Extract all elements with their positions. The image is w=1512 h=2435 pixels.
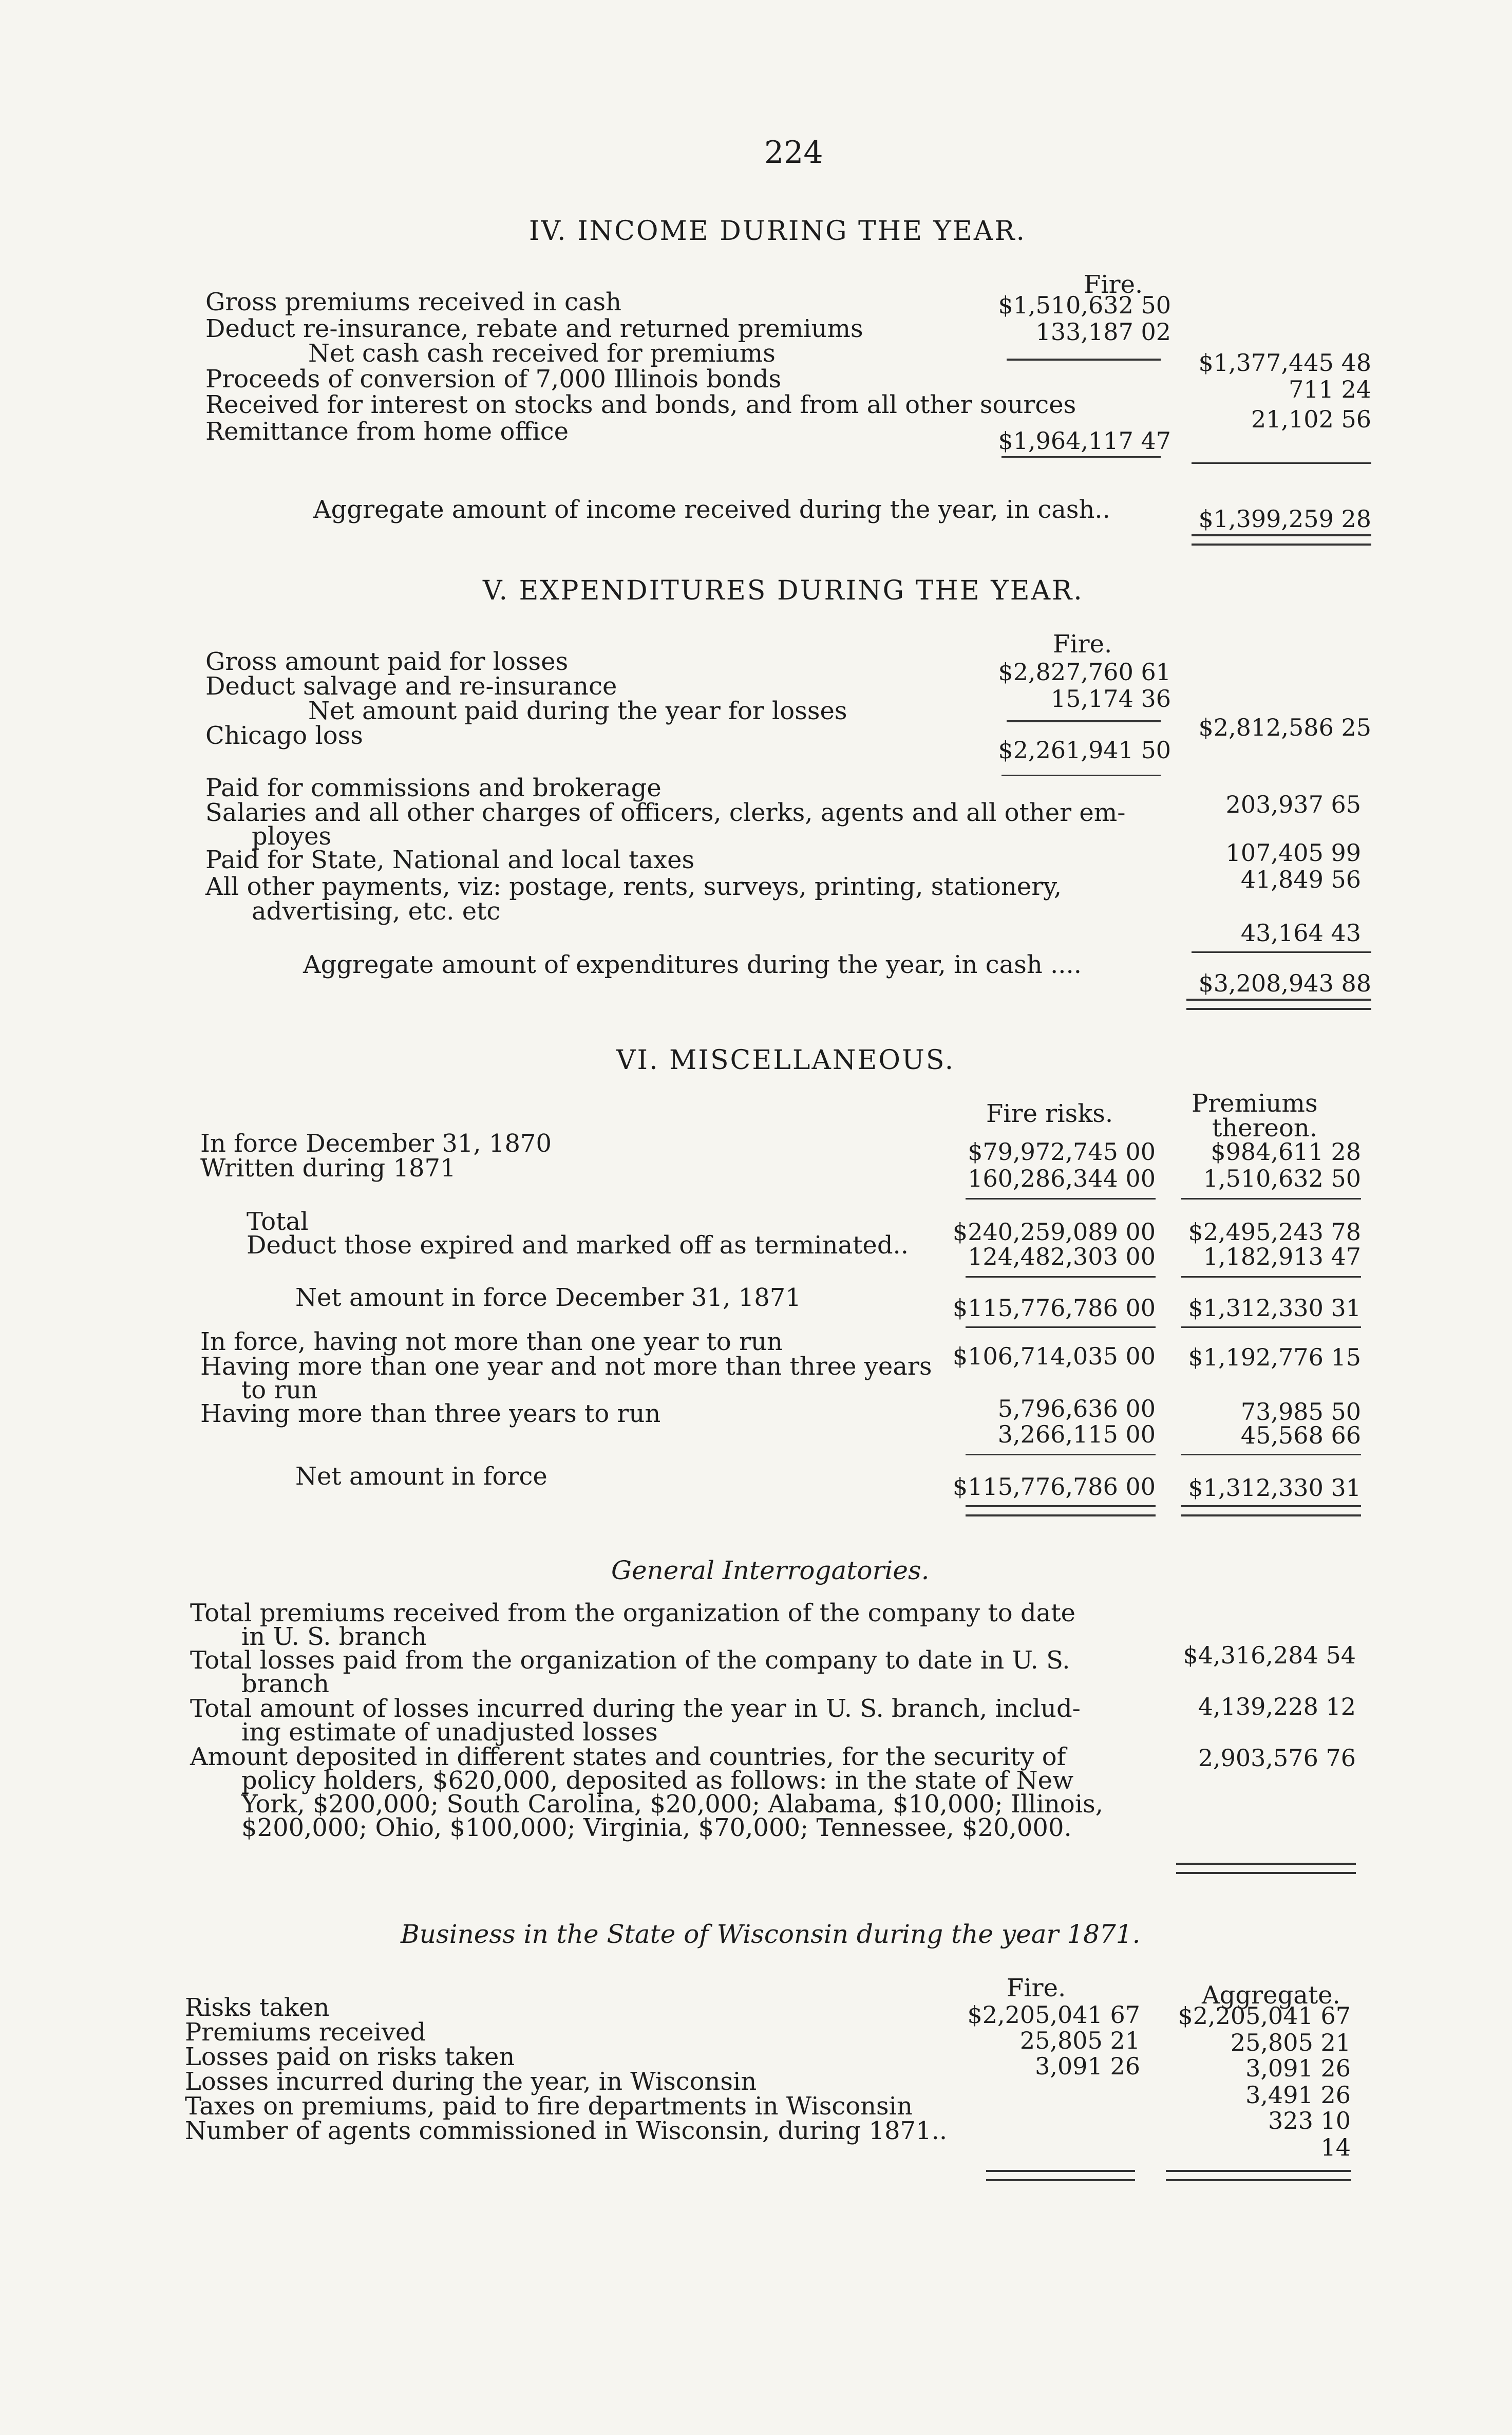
expenditures-row-label: Chicago loss xyxy=(205,721,363,750)
wisconsin-row-aggregate: 14 xyxy=(1320,2133,1351,2161)
wisconsin-row-aggregate: 25,805 21 xyxy=(1230,2029,1351,2056)
misc-row-risks: $240,259,089 00 xyxy=(952,1218,1156,1246)
expenditures-heading: V. EXPENDITURES DURING THE YEAR. xyxy=(483,575,1084,606)
wisconsin-fire-double-rule xyxy=(986,2170,1135,2181)
expenditures-row-label: Deduct salvage and re-insurance xyxy=(205,672,617,701)
income-row-label: Deduct re-insurance, rebate and returned premiums xyxy=(205,314,863,343)
income-total-rule xyxy=(1192,462,1371,464)
interrogatory-line: Total amount of losses incurred during the year in U. S. branch, includ- xyxy=(190,1694,1081,1723)
expenditures-row-fire: 15,174 36 xyxy=(1050,685,1171,713)
misc-row-premiums: $1,312,330 31 xyxy=(1188,1294,1361,1322)
misc-row-label: Having more than three years to run xyxy=(200,1399,661,1428)
income-subtotal-rule xyxy=(1007,359,1161,361)
wisconsin-row-aggregate: $2,205,041 67 xyxy=(1178,2002,1351,2030)
misc-premiums-rule xyxy=(1181,1198,1361,1200)
income-double-rule xyxy=(1192,534,1371,546)
expenditures-row-label-cont: ployes xyxy=(252,822,332,851)
income-row-fire: 133,187 02 xyxy=(1035,318,1171,346)
misc-row-risks: 3,266,115 00 xyxy=(997,1420,1156,1448)
misc-row-label: Total xyxy=(247,1207,309,1236)
misc-row-premiums: 45,568 66 xyxy=(1240,1421,1361,1449)
interrogatory-line: Total premiums received from the organization of the company to date xyxy=(190,1599,1075,1627)
wisconsin-heading: Business in the State of Wisconsin during the year 1871. xyxy=(401,1919,1141,1949)
income-row-total: 711 24 xyxy=(1289,376,1371,403)
expenditures-total-rule xyxy=(1192,951,1371,953)
wisconsin-row-fire: $2,205,041 67 xyxy=(967,2001,1140,2029)
misc-row-label: Net amount in force December 31, 1871 xyxy=(295,1283,801,1312)
income-row-label: Proceeds of conversion of 7,000 Illinois bonds xyxy=(205,365,782,394)
wisconsin-aggregate-double-rule xyxy=(1166,2170,1351,2181)
misc-row-premiums: 73,985 50 xyxy=(1240,1398,1361,1426)
misc-row-risks: 160,286,344 00 xyxy=(968,1165,1156,1192)
interrogatory-line: Total losses paid from the organization of the company to date in U. S. xyxy=(190,1646,1070,1675)
expenditures-double-rule xyxy=(1186,999,1371,1010)
misc-row-premiums: $1,192,776 15 xyxy=(1188,1343,1361,1371)
income-row-fire: $1,964,117 47 xyxy=(998,427,1171,455)
wisconsin-row-aggregate: 3,091 26 xyxy=(1245,2054,1351,2082)
income-row-label: Received for interest on stocks and bonds, and from all other sources xyxy=(205,390,1076,419)
wisconsin-col-aggregate: Aggregate. xyxy=(1202,1981,1340,2010)
misc-row-label: In force December 31, 1870 xyxy=(200,1129,552,1158)
expenditures-row-label: Net amount paid during the year for losses xyxy=(308,697,847,725)
expenditures-row-total: 43,164 43 xyxy=(1240,919,1361,947)
misc-row-premiums: 1,182,913 47 xyxy=(1203,1243,1361,1270)
deposit-line: Amount deposited in different states and countries, for the security of xyxy=(190,1743,1066,1771)
misc-row-premiums: $2,495,243 78 xyxy=(1188,1218,1361,1246)
misc-row-premiums: $984,611 28 xyxy=(1211,1138,1361,1166)
wisconsin-row-label: Premiums received xyxy=(185,2018,426,2047)
misc-row-risks: $79,972,745 00 xyxy=(968,1138,1156,1166)
wisconsin-row-fire: 3,091 26 xyxy=(1035,2052,1140,2080)
wisconsin-row-label: Taxes on premiums, paid to fire departments in Wisconsin xyxy=(185,2092,913,2121)
income-fire-rule xyxy=(1001,456,1161,458)
misc-risks-double-rule xyxy=(966,1505,1156,1516)
income-row-label: Gross premiums received in cash xyxy=(205,288,622,316)
deposit-line: $200,000; Ohio, $100,000; Virginia, $70,000; Tennessee, $20,000. xyxy=(241,1813,1072,1842)
income-row-total: $1,377,445 48 xyxy=(1198,349,1371,377)
expenditures-row-total: 203,937 65 xyxy=(1225,791,1361,818)
wisconsin-row-label: Number of agents commissioned in Wisconsin, during 1871.. xyxy=(185,2116,948,2145)
interrogatory-value: $4,316,284 54 xyxy=(1183,1641,1356,1669)
expenditures-row-fire: $2,827,760 61 xyxy=(998,658,1171,686)
deposit-line: York, $200,000; South Carolina, $20,000; Alabama, $10,000; Illinois, xyxy=(241,1790,1104,1819)
wisconsin-row-label: Losses incurred during the year, in Wisconsin xyxy=(185,2067,757,2096)
expenditures-row-label: Paid for State, National and local taxes xyxy=(205,846,695,874)
expenditures-aggregate-label: Aggregate amount of expenditures during the year, in cash .... xyxy=(303,950,1082,979)
expenditures-row-fire: $2,261,941 50 xyxy=(998,736,1171,764)
deposit-line: policy holders, $620,000, deposited as follows: in the state of New xyxy=(241,1766,1074,1795)
wisconsin-row-aggregate: 3,491 26 xyxy=(1245,2081,1351,2109)
interrogatory-line-cont: branch xyxy=(241,1670,329,1698)
interrogatory-value: 2,903,576 76 xyxy=(1198,1744,1356,1772)
interrogatories-heading: General Interrogatories. xyxy=(611,1556,930,1585)
misc-col-risks: Fire risks. xyxy=(986,1099,1113,1128)
misc-col-premiums-sub: thereon. xyxy=(1212,1114,1318,1142)
misc-risks-rule xyxy=(966,1198,1156,1200)
interrogatory-value: 4,139,228 12 xyxy=(1198,1693,1356,1720)
misc-row-label: In force, having not more than one year to run xyxy=(200,1327,783,1356)
income-aggregate-label: Aggregate amount of income received during the year, in cash.. xyxy=(313,495,1110,524)
misc-row-risks: 5,796,636 00 xyxy=(997,1395,1156,1422)
income-row-fire: $1,510,632 50 xyxy=(998,291,1171,319)
expenditures-aggregate-value: $3,208,943 88 xyxy=(1198,969,1371,997)
wisconsin-row-label: Losses paid on risks taken xyxy=(185,2043,515,2071)
expenditures-col-fire: Fire. xyxy=(1053,630,1112,659)
wisconsin-col-fire: Fire. xyxy=(1007,1974,1066,2002)
expenditures-row-label: Paid for commissions and brokerage xyxy=(205,774,662,802)
interrogatories-double-rule xyxy=(1176,1863,1356,1874)
misc-row-risks: $115,776,786 00 xyxy=(952,1473,1156,1501)
misc-row-label: Net amount in force xyxy=(295,1462,547,1491)
expenditures-row-total: 107,405 99 xyxy=(1225,839,1361,867)
wisconsin-row-fire: 25,805 21 xyxy=(1019,2027,1140,2054)
page-number: 224 xyxy=(764,135,823,171)
interrogatory-line-cont: ing estimate of unadjusted losses xyxy=(241,1718,658,1747)
misc-risks-rule xyxy=(966,1454,1156,1455)
misc-row-label: Deduct those expired and marked off as terminated.. xyxy=(247,1231,909,1260)
expenditures-row-label-cont: advertising, etc. etc xyxy=(252,897,501,926)
misc-row-label-cont: to run xyxy=(241,1376,318,1404)
misc-risks-rule xyxy=(966,1276,1156,1278)
income-aggregate-value: $1,399,259 28 xyxy=(1198,505,1371,533)
expenditures-row-label: All other payments, viz: postage, rents, surveys, printing, stationery, xyxy=(205,872,1062,901)
misc-premiums-rule xyxy=(1181,1454,1361,1455)
wisconsin-row-label: Risks taken xyxy=(185,1993,330,2022)
expenditures-row-label: Gross amount paid for losses xyxy=(205,647,569,676)
income-col-fire: Fire. xyxy=(1084,270,1143,299)
misc-row-risks: $115,776,786 00 xyxy=(952,1294,1156,1322)
misc-row-premiums: 1,510,632 50 xyxy=(1203,1165,1361,1192)
misc-premiums-rule xyxy=(1181,1276,1361,1278)
misc-row-risks: $106,714,035 00 xyxy=(952,1342,1156,1370)
misc-row-risks: 124,482,303 00 xyxy=(968,1243,1156,1270)
wisconsin-row-aggregate: 323 10 xyxy=(1268,2107,1351,2134)
misc-row-label: Written during 1871 xyxy=(200,1154,456,1183)
misc-heading: VI. MISCELLANEOUS. xyxy=(616,1045,955,1076)
misc-risks-rule xyxy=(966,1326,1156,1328)
expenditures-row-label: Salaries and all other charges of officers, clerks, agents and all other em- xyxy=(205,798,1126,827)
income-heading: IV. INCOME DURING THE YEAR. xyxy=(529,216,1027,247)
income-row-label: Remittance from home office xyxy=(205,417,569,446)
misc-row-label: Having more than one year and not more than three years xyxy=(200,1352,932,1381)
expenditures-subtotal-rule xyxy=(1007,720,1161,722)
income-row-label: Net cash cash received for premiums xyxy=(308,339,776,368)
misc-premiums-rule xyxy=(1181,1326,1361,1328)
misc-row-premiums: $1,312,330 31 xyxy=(1188,1474,1361,1502)
misc-col-premiums: Premiums xyxy=(1192,1089,1318,1118)
expenditures-fire-rule xyxy=(1001,775,1161,776)
interrogatory-line-cont: in U. S. branch xyxy=(241,1622,427,1651)
misc-premiums-double-rule xyxy=(1181,1505,1361,1516)
income-row-total: 21,102 56 xyxy=(1251,405,1371,433)
expenditures-row-total: $2,812,586 25 xyxy=(1198,714,1371,741)
expenditures-row-total: 41,849 56 xyxy=(1240,866,1361,893)
